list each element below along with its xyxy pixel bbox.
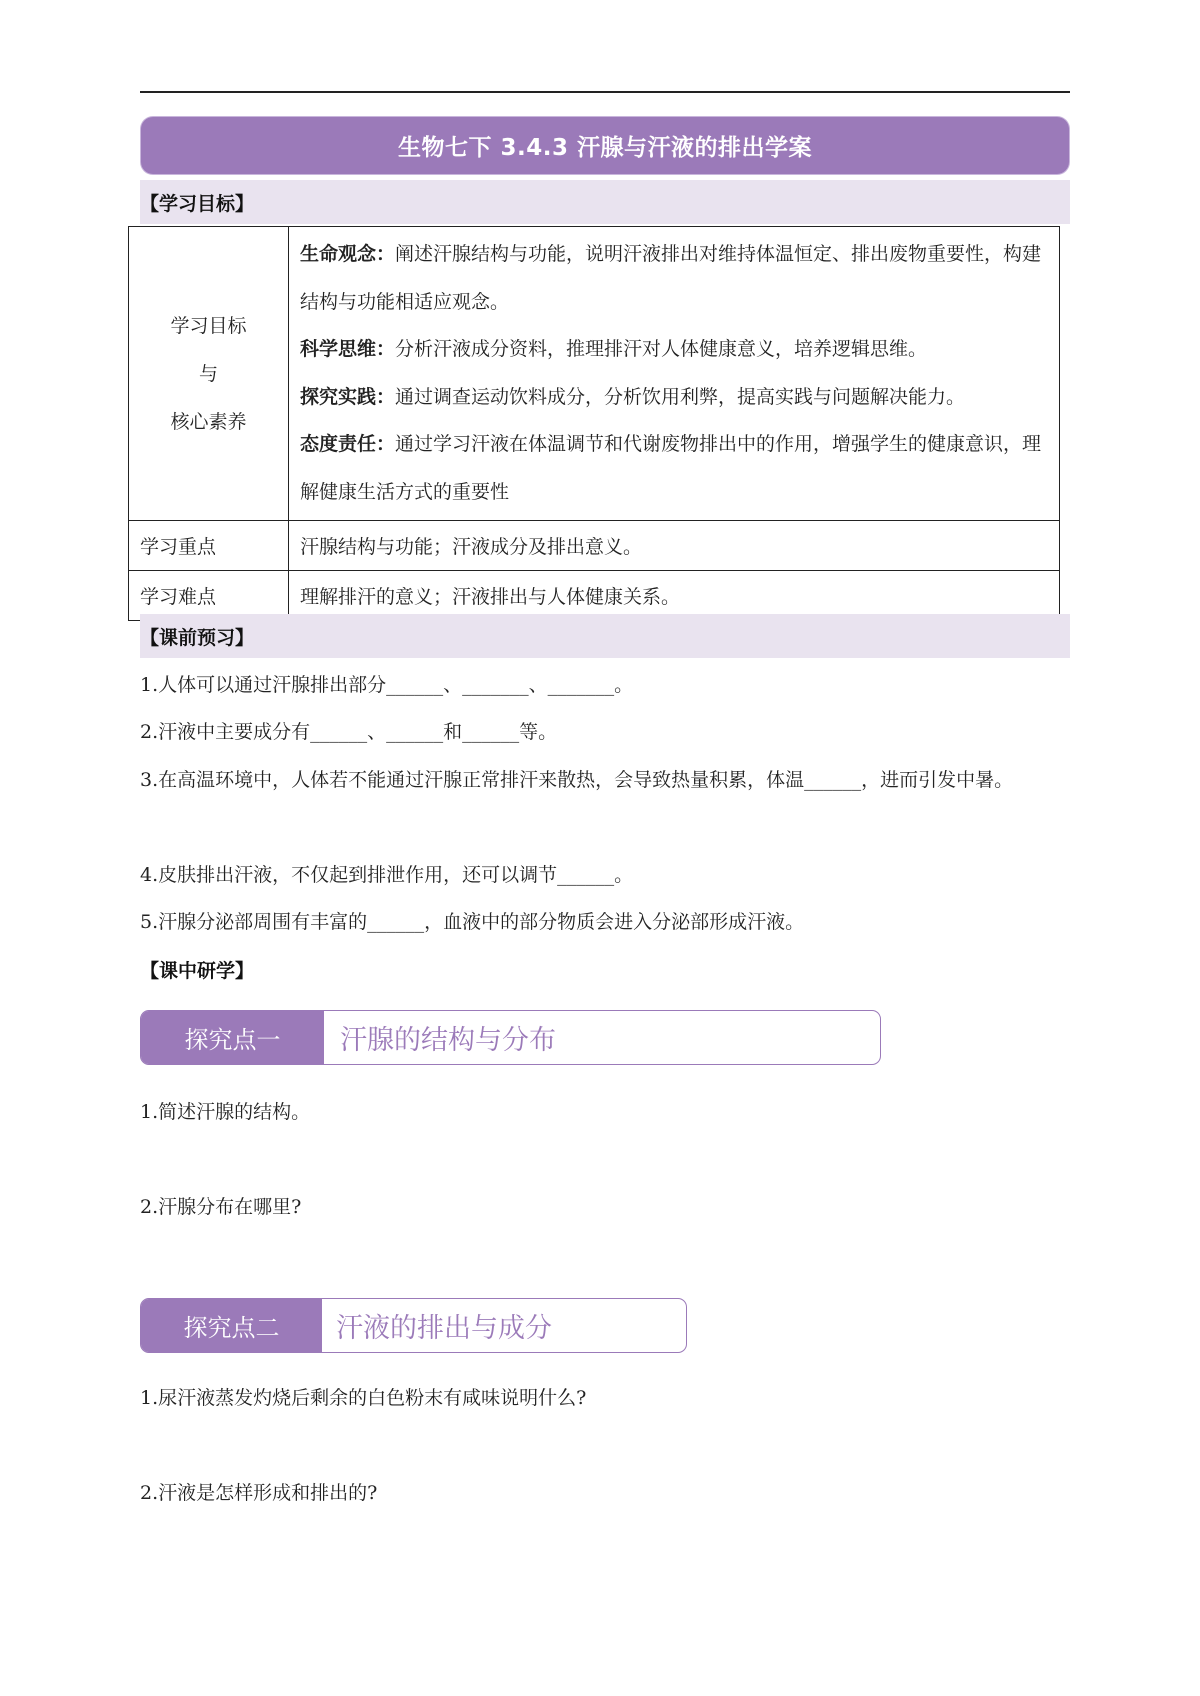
goal-text: 分析汗液成分资料，推理排汗对人体健康意义，培养逻辑思维。 <box>395 338 928 360</box>
probe2-question: 2.汗液是怎样形成和排出的? <box>140 1482 378 1504</box>
section-in-class: 【课中研学】 <box>140 959 255 982</box>
focus-label: 学习重点 <box>129 521 289 571</box>
table-row <box>129 227 1060 521</box>
difficulty-label: 学习难点 <box>129 571 289 621</box>
section-goals: 【学习目标】 <box>140 180 1070 224</box>
goals-label-line1: 学习目标 <box>170 314 247 337</box>
focus-text: 汗腺结构与功能；汗液成分及排出意义。 <box>289 521 1060 571</box>
probe-point-2 <box>140 1298 687 1353</box>
preview-question: 4.皮肤排出汗液，不仅起到排泄作用，还可以调节______。 <box>140 864 634 886</box>
goal-text: 通过学习汗液在体温调节和代谢废物排出中的作用，增强学生的健康意识，理解健康生活方式的重要性 <box>300 433 1042 503</box>
section-preview: 【课前预习】 <box>140 614 1070 658</box>
goals-content-cell <box>289 227 1060 521</box>
preview-question: 2.汗液中主要成分有______、______和______等。 <box>140 721 558 743</box>
goal-item <box>300 326 1049 374</box>
table-row <box>129 521 1060 571</box>
goal-text: 阐述汗腺结构与功能，说明汗液排出对维持体温恒定、排出废物重要性，构建结构与功能相适应观念。 <box>300 243 1042 313</box>
probe2-question: 1.尿汗液蒸发灼烧后剩余的白色粉末有咸味说明什么? <box>140 1387 587 1409</box>
goal-key: 态度责任： <box>300 433 396 455</box>
goals-label-line3: 核心素养 <box>170 410 247 433</box>
goals-table <box>128 226 1060 621</box>
header-rule <box>140 91 1070 93</box>
goal-key: 生命观念： <box>300 243 396 265</box>
goals-label-line2: 与 <box>198 362 218 385</box>
goal-item <box>300 231 1049 326</box>
probe-point-1 <box>140 1010 881 1065</box>
goal-item <box>300 421 1049 516</box>
preview-question: 1.人体可以通过汗腺排出部分______、_______、_______。 <box>140 674 634 696</box>
goal-item <box>300 374 1049 422</box>
probe1-question: 2.汗腺分布在哪里? <box>140 1196 302 1218</box>
preview-question: 3.在高温环境中，人体若不能通过汗腺正常排汗来散热，会导致热量积累，体温______，进而引发中暑。 <box>140 769 1014 791</box>
difficulty-text: 理解排汗的意义；汗液排出与人体健康关系。 <box>289 571 1060 621</box>
goal-key: 科学思维： <box>300 338 396 360</box>
goal-text: 通过调查运动饮料成分，分析饮用利弊，提高实践与问题解决能力。 <box>395 385 966 408</box>
preview-question: 5.汗腺分泌部周围有丰富的______，血液中的部分物质会进入分泌部形成汗液。 <box>140 911 805 933</box>
probe1-question: 1.简述汗腺的结构。 <box>140 1101 311 1123</box>
goals-label-cell <box>129 227 289 521</box>
probe-title: 汗腺的结构与分布 <box>340 1025 556 1056</box>
page-title: 生物七下 3.4.3 汗腺与汗液的排出学案 <box>141 117 1069 174</box>
goal-key: 探究实践： <box>300 385 396 408</box>
table-row <box>129 571 1060 621</box>
probe-title: 汗液的排出与成分 <box>336 1313 552 1344</box>
probe-tag: 探究点二 <box>141 1299 322 1352</box>
probe-tag: 探究点一 <box>141 1011 324 1064</box>
